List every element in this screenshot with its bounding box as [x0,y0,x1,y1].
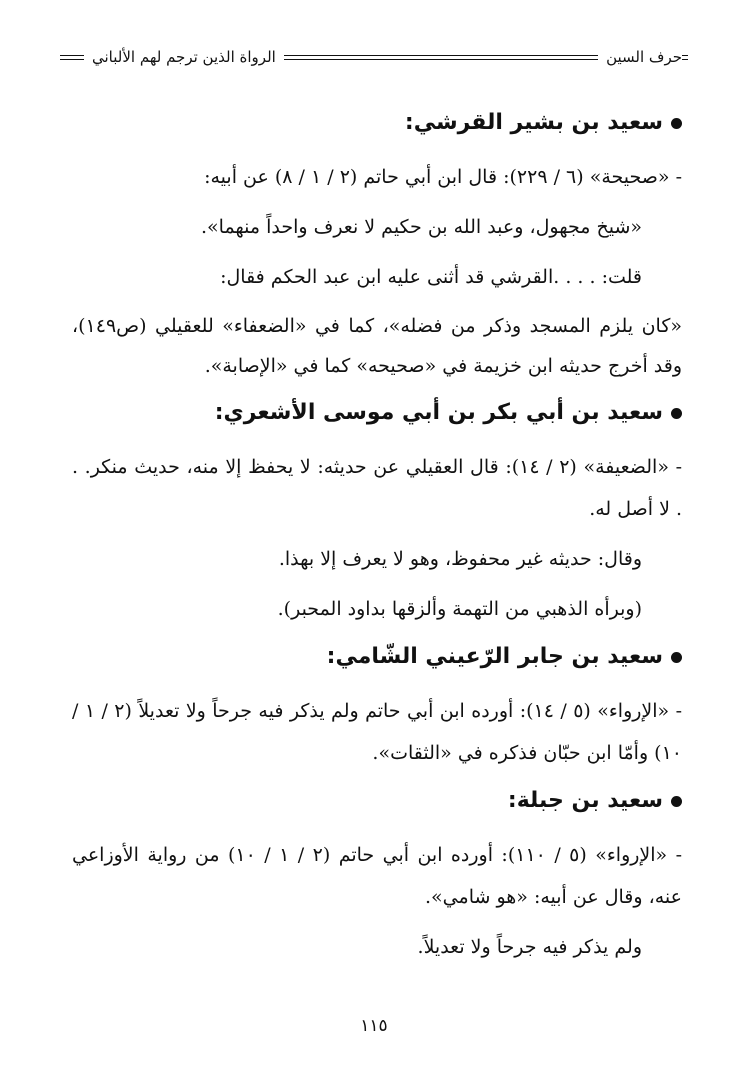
narrator-name: سعيد بن بشير القرشي: [404,110,663,135]
page-number: ١١٥ [360,1016,388,1036]
entry-paragraph: ولم يذكر فيه جرحاً ولا تعديلاً. [417,936,642,958]
narrator-heading [72,640,682,674]
entry-paragraph: (وبرأه الذهبي من التهمة وألزقها بداود المحبر). [277,598,642,620]
entry-paragraph: «كان يلزم المسجد وذكر من فضله»، كما في «الضعفاء» للعقيلي (ص١٤٩)، وقد أخرج حديثه ابن خزيمة في «صحيحه» كما في «الإصابة». [72,315,682,377]
narrator-heading [72,396,682,430]
entry-paragraph: - «صحيحة» (٦ / ٢٢٩): قال ابن أبي حاتم (٢ / ١ / ٨) عن أبيه: [204,166,682,188]
page-body [72,96,682,976]
entry-paragraph: «شيخ مجهول، وعبد الله بن حكيم لا نعرف واحداً منهما». [200,216,642,238]
entry-paragraph: وقال: حديثه غير محفوظ، وهو لا يعرف إلا بهذا. [278,548,642,570]
book-title: الرواة الذين ترجم لهم الألباني [92,48,276,66]
bullet-icon [671,408,682,419]
narrator-heading [72,784,682,818]
entry-paragraph: - «الإرواء» (٥ / ١١٠): أورده ابن أبي حاتم (٢ / ١ / ١٠) من رواية الأوزاعي عنه، وقال عن أبيه: «هو شامي». [72,844,683,908]
narrator-heading [72,106,682,140]
bullet-icon [671,118,682,129]
narrator-name: سعيد بن أبي بكر بن أبي موسى الأشعري: [214,400,663,425]
bullet-icon [671,796,682,807]
narrator-name: سعيد بن جابر الرّعيني الشّامي: [326,644,663,669]
entry-paragraph: - «الضعيفة» (٢ / ١٤): قال العقيلي عن حديثه: لا يحفظ إلا منه، حديث منكر. . . لا أصل له. [72,456,682,520]
narrator-name: سعيد بن جبلة: [507,788,663,813]
entry-paragraph: قلت: . . . .القرشي قد أثنى عليه ابن عبد الحكم فقال: [220,266,642,288]
header-rule [60,55,84,60]
header-rule [284,55,598,60]
header-rule [682,55,688,60]
bullet-icon [671,652,682,663]
entry-paragraph: - «الإرواء» (٥ / ١٤): أورده ابن أبي حاتم ولم يذكر فيه جرحاً ولا تعديلاً (٢ / ١ / ١٠) وأمّا ابن حبّان فذكره في «الثقات». [72,700,683,764]
running-header [52,44,688,70]
chapter-title: حرف السين [606,48,682,66]
